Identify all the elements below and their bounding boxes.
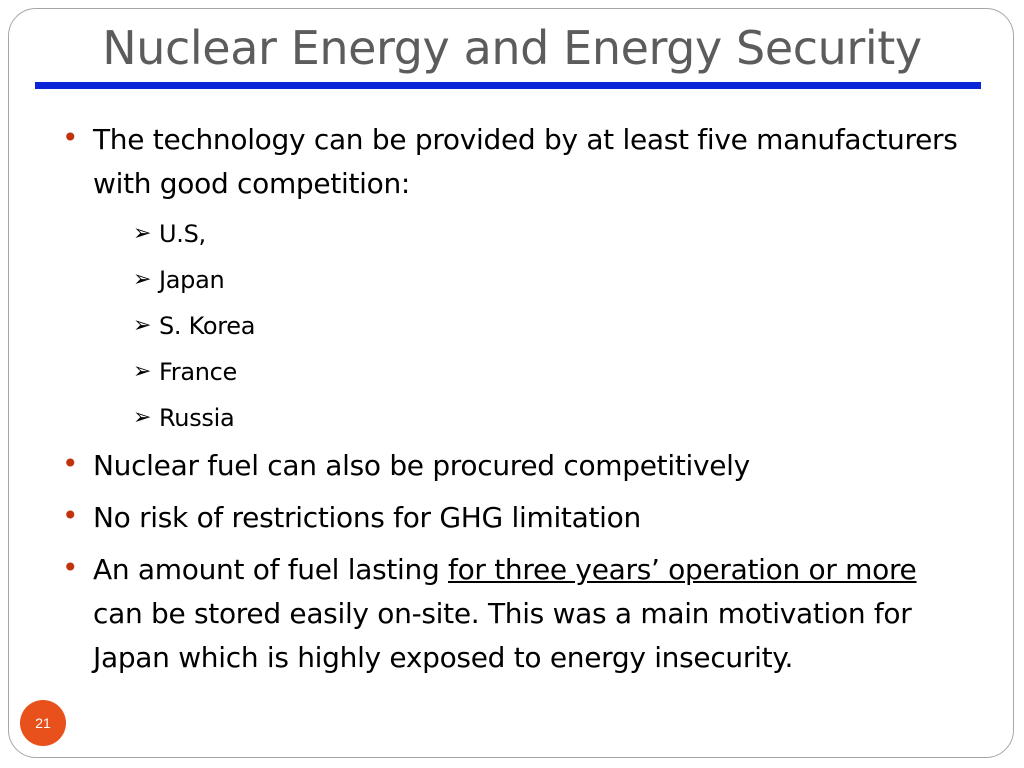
sub-item-russia [93,400,962,436]
slide-body [62,118,962,688]
bullet-dot-icon: • [62,499,79,532]
bullet-text-underlined: for three years’ operation or more [448,553,917,586]
bullet-text: Nuclear fuel can also be procured competitively [93,449,750,482]
bullet-text: The technology can be provided by at least five manufacturers with good competition: [93,123,958,200]
bullet-text-before: An amount of fuel lasting [93,553,449,586]
bullet-item-1 [62,118,962,436]
sub-item-france [93,354,962,390]
page-number-badge: 21 [20,700,66,746]
sub-item-s-korea [93,308,962,344]
sub-item-text: Russia [159,404,235,432]
bullet-text: No risk of restrictions for GHG limitation [93,501,641,534]
sub-item-japan [93,262,962,298]
arrow-bullet-icon: ➢ [133,405,152,430]
bullet-dot-icon: • [62,551,79,584]
arrow-bullet-icon: ➢ [133,313,152,338]
bullet-item-2 [62,444,962,488]
arrow-bullet-icon: ➢ [133,359,152,384]
bullet-item-4 [62,548,962,680]
arrow-bullet-icon: ➢ [133,221,152,246]
title-underline-rule [35,82,981,89]
sub-item-text: Japan [159,266,225,294]
sub-item-text: S. Korea [159,312,256,340]
sub-item-text: France [159,358,238,386]
arrow-bullet-icon: ➢ [133,267,152,292]
sub-item-text: U.S, [159,220,206,248]
bullet-dot-icon: • [62,447,79,480]
bullet-dot-icon: • [62,121,79,154]
bullet-text-after: can be stored easily on-site. This was a main motivation for Japan which is highly exposed to energy insecurity. [93,597,912,674]
slide-title: Nuclear Energy and Energy Security [102,21,922,75]
sub-item-us [93,216,962,252]
bullet-item-3 [62,496,962,540]
